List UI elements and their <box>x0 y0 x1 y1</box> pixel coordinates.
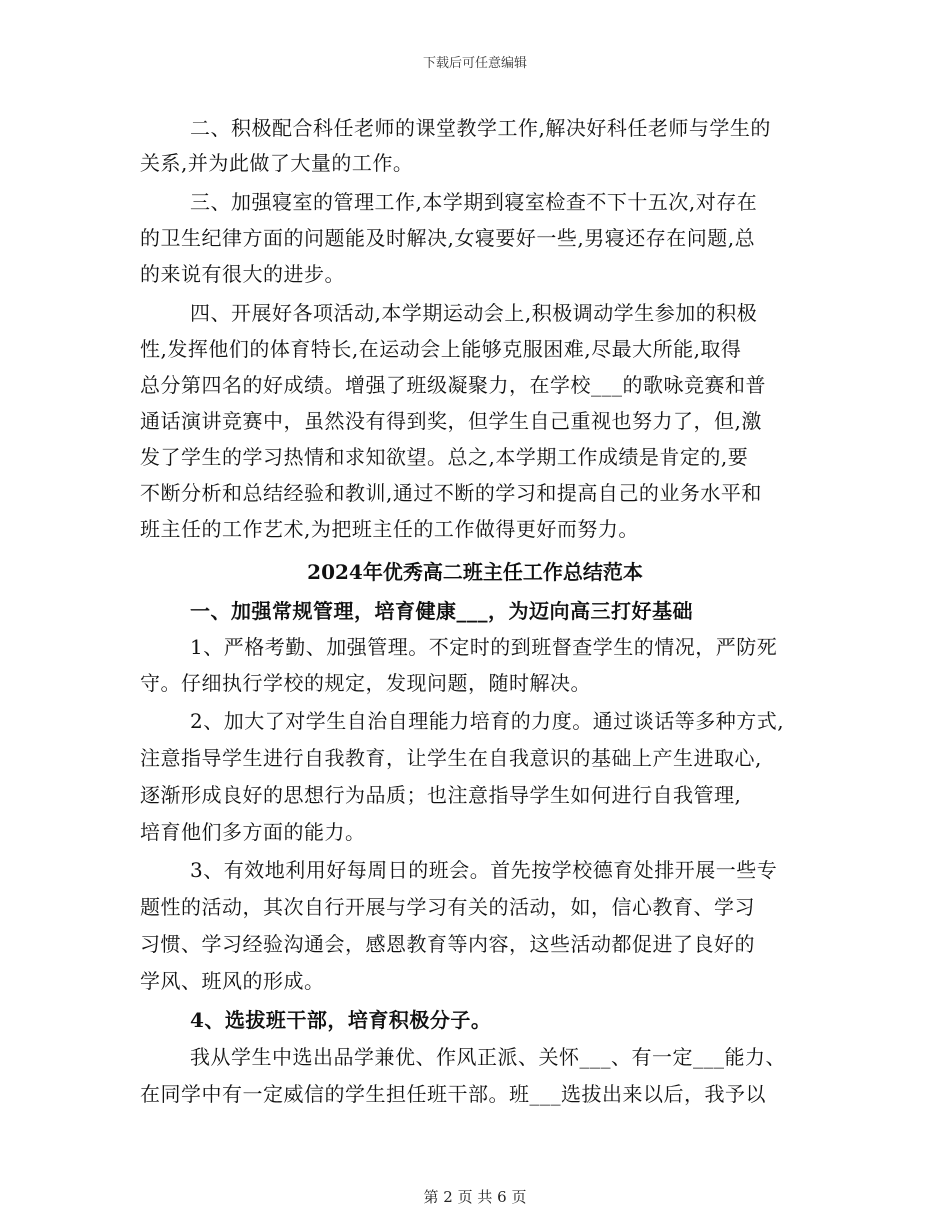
page-header: 下载后可任意编辑 <box>422 56 527 71</box>
text-line: 性,发挥他们的体育特长,在运动会上能够克服困难,尽最大所能,取得 <box>140 337 742 361</box>
text-line: 的卫生纪律方面的问题能及时解决,女寝要好一些,男寝还存在问题,总 <box>140 226 756 250</box>
text-line: 总分第四名的好成绩。增强了班级凝聚力，在学校___的歌咏竞赛和普 <box>140 373 766 397</box>
section-title: 2024年优秀高二班主任工作总结范本 <box>307 560 643 584</box>
text-line: 培育他们多方面的能力。 <box>140 820 366 844</box>
text-line: 关系,并为此做了大量的工作。 <box>140 151 414 175</box>
text-line: 班主任的工作艺术,为把班主任的工作做得更好而努力。 <box>140 517 639 541</box>
text-line: 守。仔细执行学校的规定，发现问题，随时解决。 <box>140 671 591 695</box>
text-line: 四、开展好各项活动,本学期运动会上,积极调动学生参加的积极 <box>190 301 758 325</box>
text-line: 题性的活动，其次自行开展与学习有关的活动，如，信心教育、学习 <box>140 895 755 919</box>
text-line: 注意指导学生进行自我教育，让学生在自我意识的基础上产生进取心, <box>140 746 762 770</box>
text-line: 三、加强寝室的管理工作,本学期到寝室检查不下十五次,对存在 <box>190 190 758 214</box>
text-line: 2、加大了对学生自治自理能力培育的力度。通过谈话等多种方式, <box>190 709 785 733</box>
text-line: 逐渐形成良好的思想行为品质；也注意指导学生如何进行自我管理, <box>140 783 742 807</box>
text-line: 通话演讲竞赛中，虽然没有得到奖，但学生自己重视也努力了，但,激 <box>140 409 762 433</box>
section-heading: 一、加强常规管理，培育健康___，为迈向高三打好基础 <box>190 599 693 623</box>
text-line: 学风、班风的形成。 <box>140 969 325 993</box>
section-heading: 4、选拔班干部，培育积极分子。 <box>190 1008 492 1032</box>
text-line: 二、积极配合科任老师的课堂教学工作,解决好科任老师与学生的 <box>190 116 771 140</box>
text-line: 3、有效地利用好每周日的班会。首先按学校德育处排开展一些专 <box>190 858 778 882</box>
text-line: 在同学中有一定威信的学生担任班干部。班___选拔出来以后，我予以 <box>140 1082 766 1106</box>
text-line: 不断分析和总结经验和教训,通过不断的学习和提高自己的业务水平和 <box>140 481 762 505</box>
page-footer: 第 2 页 共 6 页 <box>423 1188 527 1206</box>
text-line: 发了学生的学习热情和求知欲望。总之,本学期工作成绩是肯定的,要 <box>140 445 749 469</box>
text-line: 的来说有很大的进步。 <box>140 262 345 286</box>
text-line: 习惯、学习经验沟通会，感恩教育等内容，这些活动都促进了良好的 <box>140 932 755 956</box>
text-line: 我从学生中选出品学兼优、作风正派、关怀___、有一定___能力、 <box>190 1045 786 1069</box>
text-line: 1、严格考勤、加强管理。不定时的到班督查学生的情况，严防死 <box>190 635 778 659</box>
